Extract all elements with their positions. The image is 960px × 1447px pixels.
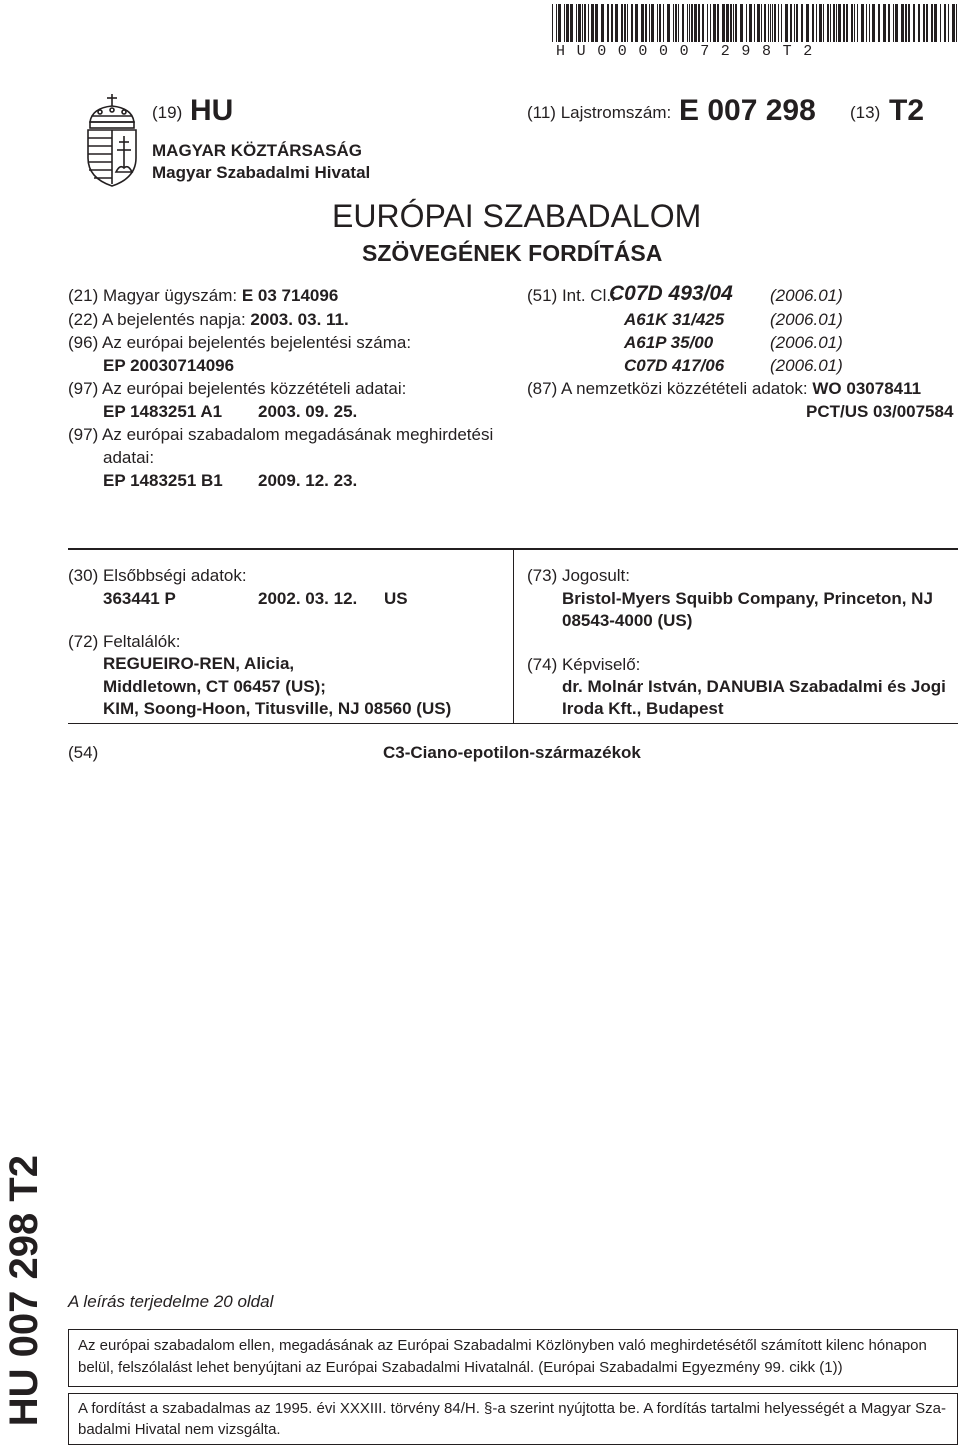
registration-number: E 007 298 <box>679 94 816 127</box>
barcode-bar <box>687 4 688 42</box>
barcode-bar <box>781 4 782 42</box>
inventor-line-1: REGUEIRO-REN, Alicia, <box>103 654 295 673</box>
kind-code: T2 <box>889 94 925 127</box>
barcode-bar <box>689 4 690 42</box>
hungarian-coat-of-arms-icon <box>80 92 144 188</box>
barcode-bar <box>588 4 589 42</box>
barcode-bar <box>649 4 650 42</box>
ipc-version-4: (2006.01) <box>770 356 843 375</box>
barcode-bar <box>576 4 577 42</box>
ep-grant-b1-date: 2009. 12. 23. <box>258 471 358 490</box>
barcode-bar <box>785 4 788 42</box>
barcode-bar <box>883 4 886 42</box>
barcode-bar <box>740 4 743 42</box>
barcode-bar <box>726 4 729 42</box>
barcode-bar <box>764 4 766 42</box>
barcode-bar <box>631 4 633 42</box>
barcode-bar <box>558 4 561 42</box>
barcode-bar <box>730 4 732 42</box>
barcode-bar <box>735 4 737 42</box>
inid-87: (87) A nemzetközi közzétételi adatok: WO 03078411 <box>527 379 922 398</box>
inid-73-label: (73) Jogosult: <box>527 566 630 585</box>
agent-line-1: dr. Molnár István, DANUBIA Szabadalmi és Jogi <box>562 677 946 696</box>
barcode-bar <box>757 4 760 42</box>
barcode-bar <box>816 4 817 42</box>
barcode-bar <box>854 4 855 42</box>
barcode-bar <box>722 4 725 42</box>
barcode-bar <box>838 4 841 42</box>
ipc-class-4: C07D 417/06 <box>624 356 725 375</box>
office-name: Magyar Szabadalmi Hivatal <box>152 163 371 182</box>
barcode-bar <box>770 4 771 42</box>
barcode-bar <box>857 4 858 42</box>
barcode-bar <box>635 4 638 42</box>
barcode-bar <box>806 4 809 42</box>
barcode-bar <box>570 4 573 42</box>
barcode-bar <box>694 4 697 42</box>
barcode-bar <box>827 4 829 42</box>
box-divider <box>513 549 514 724</box>
document-subtitle: SZÖVEGÉNEK FORDÍTÁSA <box>362 240 663 266</box>
barcode-bar <box>611 4 613 42</box>
barcode-bar <box>584 4 586 42</box>
barcode-bar <box>905 4 907 42</box>
ep-publication-a1-date: 2003. 09. 25. <box>258 402 358 421</box>
inventor-line-3: KIM, Soong-Hoon, Titusville, NJ 08560 (US) <box>103 699 452 718</box>
inid-72-label: (72) Feltalálók: <box>68 632 181 651</box>
barcode-bar <box>678 4 679 42</box>
barcode-bar <box>615 4 618 42</box>
barcode-bar <box>673 4 674 42</box>
inid-96-label: (96) Az európai bejelentés bejelentési száma: <box>68 333 412 352</box>
opposition-notice-box <box>68 1329 958 1387</box>
inid-13-code: (13) <box>850 103 881 122</box>
priority-number: 363441 P <box>103 589 176 608</box>
barcode-bar <box>566 4 569 42</box>
barcode-text: HU000007298T2 <box>556 43 824 60</box>
barcode-bar <box>833 4 835 42</box>
barcode-bar <box>702 4 704 42</box>
inid-74-label: (74) Képviselő: <box>527 655 641 674</box>
barcode-bar <box>794 4 795 42</box>
barcode-bar <box>710 4 711 42</box>
barcode-bar <box>591 4 594 42</box>
barcode-bar <box>578 4 581 42</box>
barcode-bar <box>564 4 565 42</box>
application-number: E 03 714096 <box>241 286 339 305</box>
barcode-bar <box>893 4 894 42</box>
inid-30-label: (30) Elsőbbségi adatok: <box>68 566 247 585</box>
inid-19-code: (19) <box>152 103 183 122</box>
barcode-bar <box>913 4 915 42</box>
barcode-bar <box>861 4 864 42</box>
inid-54-code: (54) <box>68 743 99 762</box>
barcode-bar <box>691 4 693 42</box>
country-code: HU <box>190 94 234 127</box>
barcode-bar <box>952 4 955 42</box>
barcode-bar <box>645 4 647 42</box>
translation-notice-box <box>68 1393 958 1445</box>
barcode-bar <box>582 4 583 42</box>
barcode-bar <box>556 4 557 42</box>
ipc-version-2: (2006.01) <box>770 310 843 329</box>
barcode-bar <box>754 4 755 42</box>
barcode-bar <box>944 4 946 42</box>
barcode-bar <box>790 4 792 42</box>
barcode-bar <box>926 4 928 42</box>
barcode-bar <box>621 4 623 42</box>
barcode-bar <box>749 4 752 42</box>
owner-line-2: 08543-4000 (US) <box>562 611 693 630</box>
filing-date: 2003. 03. 11. <box>250 310 349 329</box>
barcode-bar <box>908 4 910 42</box>
inid-51-label: (51) Int. Cl.: <box>527 286 616 305</box>
barcode-bar <box>746 4 747 42</box>
translation-notice-line-1: A fordítást a szabadalmas az 1995. évi XXXIII. törvény 84/H. §-a szerint nyújtotta be. A fordítás tartalmi helyességét a Magyar Sza- <box>78 1400 946 1417</box>
barcode-bar <box>601 4 604 42</box>
barcode-bar <box>761 4 762 42</box>
barcode-bar <box>713 4 716 42</box>
barcode-bar <box>934 4 937 42</box>
barcode-bar <box>733 4 734 42</box>
barcode-bar <box>918 4 920 42</box>
owner-line-1: Bristol-Myers Squibb Company, Princeton, NJ <box>562 589 933 608</box>
barcode <box>552 4 957 42</box>
barcode-bar <box>624 4 626 42</box>
barcode-bar <box>948 4 949 42</box>
barcode-bar <box>931 4 933 42</box>
barcode-bar <box>663 4 664 42</box>
barcode-bar <box>682 4 684 42</box>
inid-22: (22) A bejelentés napja: 2003. 03. 11. <box>68 310 349 329</box>
barcode-bar <box>901 4 904 42</box>
ipc-class-1: C07D 493/04 <box>609 282 733 305</box>
barcode-bar <box>878 4 880 42</box>
barcode-bar <box>895 4 898 42</box>
barcode-bar <box>651 4 654 42</box>
opposition-notice-line-2: belül, felszólalást lehet benyújtani az Európai Szabadalmi Hivatalnál. (Európai Szabadalmi Egyezmény 99. cikk (1)) <box>78 1359 843 1376</box>
barcode-bar <box>866 4 867 42</box>
barcode-bar <box>552 4 553 42</box>
barcode-bar <box>607 4 609 42</box>
barcode-bar <box>869 4 870 42</box>
barcode-bar <box>768 4 769 42</box>
barcode-bar <box>659 4 661 42</box>
priority-date: 2002. 03. 12. <box>258 589 358 608</box>
inid-21: (21) Magyar ügyszám: E 03 714096 <box>68 286 339 305</box>
ep-publication-a1: EP 1483251 A1 <box>103 402 223 421</box>
barcode-bar <box>872 4 875 42</box>
barcode-bar <box>707 4 708 42</box>
barcode-bar <box>846 4 848 42</box>
priority-country: US <box>384 589 408 608</box>
translation-notice-line-2: badalmi Hivatal nem vizsgálta. <box>78 1421 281 1438</box>
barcode-bar <box>595 4 598 42</box>
invention-title: C3-Ciano-epotilon-származékok <box>383 743 641 762</box>
barcode-bar <box>772 4 773 42</box>
barcode-bar <box>851 4 853 42</box>
barcode-bar <box>717 4 719 42</box>
inventor-line-2: Middletown, CT 06457 (US); <box>103 677 326 696</box>
barcode-bar <box>698 4 700 42</box>
barcode-bar <box>657 4 658 42</box>
barcode-bar <box>830 4 831 42</box>
ipc-version-3: (2006.01) <box>770 333 843 352</box>
barcode-bar <box>627 4 628 42</box>
barcode-bar <box>956 4 957 42</box>
barcode-bar <box>836 4 837 42</box>
barcode-bar <box>819 4 822 42</box>
inid-97a-label: (97) Az európai bejelentés közzétételi adatai: <box>68 379 407 398</box>
barcode-bar <box>774 4 776 42</box>
barcode-bar <box>675 4 677 42</box>
inid-97b-label-cont: adatai: <box>103 448 155 467</box>
barcode-bar <box>923 4 925 42</box>
barcode-bar <box>801 4 803 42</box>
barcode-bar <box>888 4 890 42</box>
opposition-notice-line-1: Az európai szabadalom ellen, megadásának az Európai Szabadalmi Közlönyben való meghirdetésétől számított kilenc hónapon <box>78 1337 927 1354</box>
barcode-bar <box>812 4 814 42</box>
wo-publication-number: WO 03078411 <box>812 379 922 398</box>
document-title: EURÓPAI SZABADALOM <box>332 198 702 234</box>
inid-11-label: (11) Lajstromszám: <box>527 103 672 122</box>
ep-application-number: EP 20030714096 <box>103 356 235 375</box>
agent-line-2: Iroda Kft., Budapest <box>562 699 724 718</box>
side-registration-code: HU 007 298 T2 <box>2 1155 46 1427</box>
inid-97b-label: (97) Az európai szabadalom megadásának meghirdetési <box>68 425 494 444</box>
barcode-bar <box>641 4 644 42</box>
barcode-bar <box>823 4 824 42</box>
barcode-bar <box>778 4 779 42</box>
ipc-class-2: A61K 31/425 <box>624 310 725 329</box>
barcode-bar <box>843 4 845 42</box>
barcode-bar <box>796 4 798 42</box>
republic-name: MAGYAR KÖZTÁRSASÁG <box>152 141 362 160</box>
description-length: A leírás terjedelme 20 oldal <box>68 1292 274 1311</box>
barcode-bar <box>940 4 941 42</box>
ipc-version-1: (2006.01) <box>770 286 843 305</box>
pct-application-number: PCT/US 03/007584 <box>806 402 954 421</box>
ep-grant-b1: EP 1483251 B1 <box>103 471 223 490</box>
barcode-bar <box>667 4 670 42</box>
ipc-class-3: A61P 35/00 <box>624 333 714 352</box>
